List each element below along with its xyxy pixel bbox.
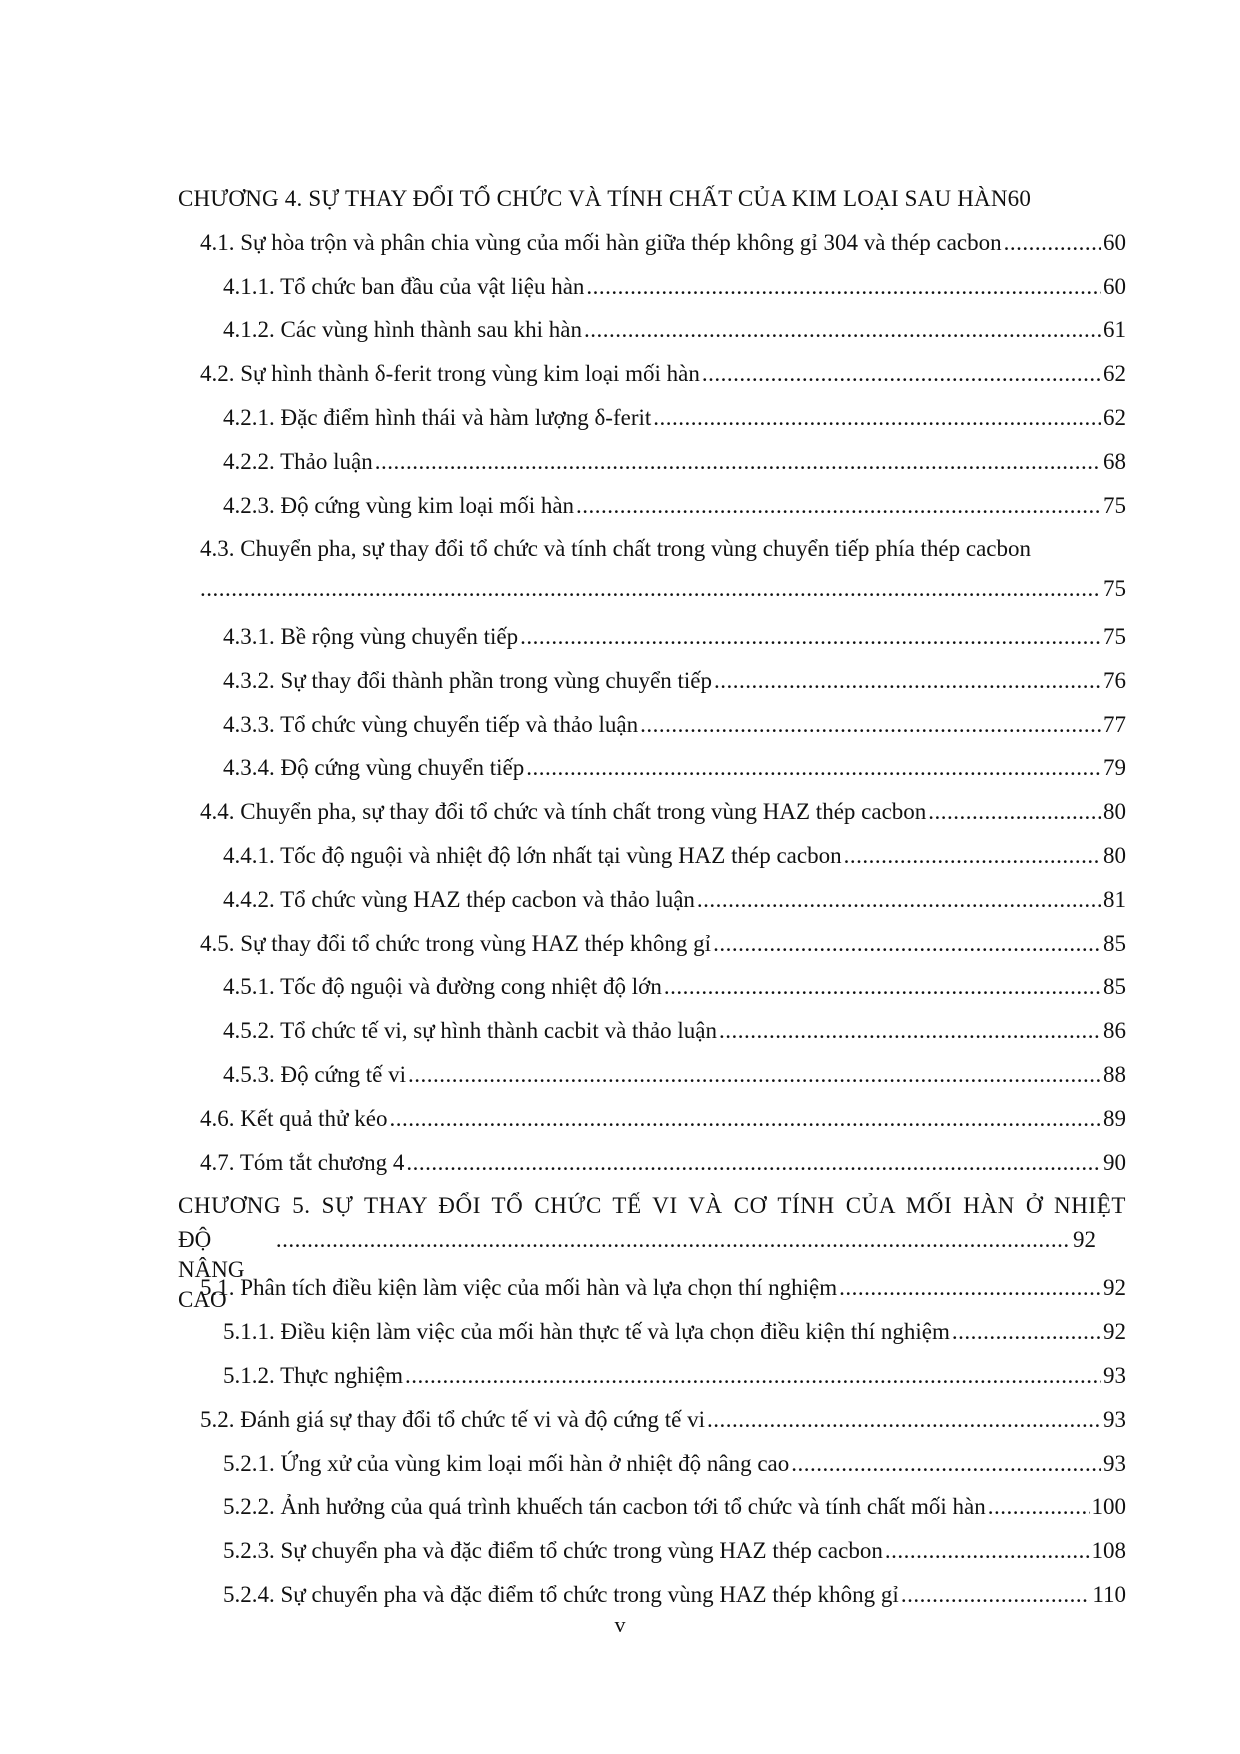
dot-leader xyxy=(389,1104,1101,1134)
dot-leader xyxy=(375,447,1101,477)
toc-entry-4-3[interactable] xyxy=(178,530,1126,574)
dot-leader xyxy=(702,359,1101,389)
dot-leader xyxy=(791,1449,1101,1479)
toc-entry[interactable] xyxy=(178,1445,1126,1489)
toc-page-number: 93 xyxy=(1103,1362,1126,1388)
toc-page-number: 92 xyxy=(1103,1275,1126,1301)
toc-page-number: 88 xyxy=(1103,1061,1126,1087)
toc-chapter-4[interactable] xyxy=(178,180,1126,224)
toc-entry-title: 5.1. Phân tích điều kiện làm việc của mối hàn và lựa chọn thí nghiệm xyxy=(200,1275,838,1301)
toc-entry[interactable] xyxy=(178,662,1126,706)
page-footer-number: v xyxy=(614,1612,626,1637)
toc-entry-title: 4.2.2. Thảo luận xyxy=(223,448,373,474)
toc-entry[interactable] xyxy=(178,399,1126,443)
toc-page-number: 85 xyxy=(1103,974,1126,1000)
toc-page-number: 92 xyxy=(1073,1227,1096,1253)
toc-page-number: 85 xyxy=(1103,930,1126,956)
toc-page-number: 60 xyxy=(1103,273,1126,299)
toc-entry-title: 4.2.3. Độ cứng vùng kim loại mối hàn xyxy=(223,492,575,518)
toc-entry[interactable] xyxy=(178,925,1126,969)
dot-leader xyxy=(576,491,1101,521)
dot-leader xyxy=(276,1225,1069,1255)
toc-chapter-title: CHƯƠNG 4. SỰ THAY ĐỔI TỔ CHỨC VÀ TÍNH CHẤT CỦA KIM LOẠI SAU HÀN xyxy=(178,186,1008,211)
dot-leader xyxy=(584,315,1101,345)
toc-page-number: 81 xyxy=(1103,886,1126,912)
toc-page-number: 79 xyxy=(1103,755,1126,781)
toc-entry-title: 4.5.3. Độ cứng tế vi xyxy=(223,1061,407,1087)
dot-leader xyxy=(719,1016,1101,1046)
dot-leader xyxy=(713,929,1101,959)
toc-entry[interactable] xyxy=(178,1100,1126,1144)
dot-leader xyxy=(928,797,1101,827)
toc-entry[interactable] xyxy=(178,311,1126,355)
toc-entry-title: 4.3.1. Bề rộng vùng chuyển tiếp xyxy=(223,623,519,649)
dot-leader xyxy=(408,1060,1101,1090)
toc-entry-title: 5.2. Đánh giá sự thay đổi tổ chức tế vi và độ cứng tế vi xyxy=(200,1406,705,1432)
toc-entry-title: 5.2.2. Ảnh hưởng của quá trình khuếch tán cacbon tới tổ chức và tính chất mối hàn xyxy=(223,1494,986,1520)
toc-entry[interactable] xyxy=(178,1269,1126,1313)
toc-entry[interactable] xyxy=(178,706,1126,750)
toc-entry-title: 4.3.4. Độ cứng vùng chuyển tiếp xyxy=(223,755,525,781)
toc-page-number: 75 xyxy=(1103,492,1126,518)
toc-entry[interactable] xyxy=(178,1488,1126,1532)
toc-page-number: 60 xyxy=(1007,186,1032,211)
dot-leader xyxy=(844,841,1101,871)
dot-leader xyxy=(1004,228,1101,258)
toc-page-number: 110 xyxy=(1092,1581,1126,1607)
toc-entry[interactable] xyxy=(178,268,1126,312)
toc-entry[interactable] xyxy=(178,355,1126,399)
dot-leader xyxy=(200,574,1101,604)
dot-leader xyxy=(885,1536,1090,1566)
toc-page-number: 86 xyxy=(1103,1018,1126,1044)
toc-entry[interactable] xyxy=(178,1532,1126,1576)
toc-entry[interactable] xyxy=(178,1012,1126,1056)
dot-leader xyxy=(664,972,1101,1002)
toc-page-number: 108 xyxy=(1091,1538,1126,1564)
dot-leader xyxy=(901,1580,1091,1610)
toc-entry-title: 4.6. Kết quả thử kéo xyxy=(200,1105,388,1131)
toc-entry[interactable] xyxy=(178,1144,1126,1188)
dot-leader xyxy=(640,710,1101,740)
toc-page-number: 89 xyxy=(1103,1105,1126,1131)
toc-entry[interactable] xyxy=(178,618,1126,662)
toc-entry-4-3-continuation xyxy=(178,574,1126,618)
toc-entry[interactable] xyxy=(178,1401,1126,1445)
toc-chapter-title: CHƯƠNG 5. SỰ THAY ĐỔI TỔ CHỨC TẾ VI VÀ CƠ TÍNH CỦA MỐI HÀN Ở NHIỆT xyxy=(178,1193,1126,1219)
toc-page-number: 62 xyxy=(1103,404,1126,430)
toc-page-number: 80 xyxy=(1103,842,1126,868)
toc-page-number: 77 xyxy=(1103,711,1126,737)
toc-entry[interactable] xyxy=(178,487,1126,531)
toc-entry-title: 4.1.2. Các vùng hình thành sau khi hàn xyxy=(223,317,583,343)
toc-page-number: 75 xyxy=(1103,623,1126,649)
toc-page-number: 60 xyxy=(1103,229,1126,255)
dot-leader xyxy=(520,622,1101,652)
toc-entry-title: 4.5.1. Tốc độ nguội và đường cong nhiệt độ lớn xyxy=(223,974,662,1000)
toc-entry[interactable] xyxy=(178,881,1126,925)
toc-entry[interactable] xyxy=(178,837,1126,881)
dot-leader xyxy=(952,1317,1101,1347)
toc-entry[interactable] xyxy=(178,793,1126,837)
toc-page-number: 93 xyxy=(1103,1450,1126,1476)
toc-entry-title: 4.4.1. Tốc độ nguội và nhiệt độ lớn nhất tại vùng HAZ thép cacbon xyxy=(223,842,842,868)
toc-entry[interactable] xyxy=(178,443,1126,487)
toc-page-number: 75 xyxy=(1103,576,1126,602)
toc-entry-title: 4.5.2. Tổ chức tế vi, sự hình thành cacbit và thảo luận xyxy=(223,1018,717,1044)
toc-entry-title: 4.2.1. Đặc điểm hình thái và hàm lượng δ-ferit xyxy=(223,404,652,430)
toc-entry-title: 4.3.2. Sự thay đổi thành phần trong vùng chuyển tiếp xyxy=(223,667,713,693)
toc-page-number: 62 xyxy=(1103,361,1126,387)
toc-page-number: 90 xyxy=(1103,1149,1126,1175)
toc-page-number: 80 xyxy=(1103,799,1126,825)
dot-leader xyxy=(714,666,1101,696)
toc-entry-title: 4.3. Chuyển pha, sự thay đổi tổ chức và tính chất trong vùng chuyển tiếp phía thép cacbon xyxy=(200,536,1032,562)
toc-entry-title: 4.5. Sự thay đổi tổ chức trong vùng HAZ thép không gỉ xyxy=(200,930,712,956)
toc-entry-title: 4.1. Sự hòa trộn và phân chia vùng của mối hàn giữa thép không gỉ 304 và thép cacbon xyxy=(200,229,1002,255)
toc-entry[interactable] xyxy=(178,1357,1126,1401)
toc-page-number: 100 xyxy=(1091,1494,1126,1520)
toc-page-number: 93 xyxy=(1103,1406,1126,1432)
dot-leader xyxy=(707,1405,1101,1435)
dot-leader xyxy=(526,753,1101,783)
toc-entry-title: 5.2.4. Sự chuyển pha và đặc điểm tổ chức trong vùng HAZ thép không gỉ xyxy=(223,1581,899,1607)
dot-leader xyxy=(988,1492,1090,1522)
toc-chapter-title: ĐỘ NÂNG CAO xyxy=(178,1227,245,1313)
dot-leader xyxy=(405,1361,1101,1391)
toc-entry[interactable] xyxy=(178,749,1126,793)
dot-leader xyxy=(406,1148,1101,1178)
toc-entry[interactable] xyxy=(178,224,1126,268)
toc-entry[interactable] xyxy=(178,1313,1126,1357)
toc-entry-title: 5.1.2. Thực nghiệm xyxy=(223,1362,404,1388)
toc-entry-title: 4.7. Tóm tắt chương 4 xyxy=(200,1149,405,1175)
toc-page-number: 61 xyxy=(1103,317,1126,343)
dot-leader xyxy=(586,272,1101,302)
toc-page-number: 76 xyxy=(1103,667,1126,693)
toc-page-number: 68 xyxy=(1103,448,1126,474)
toc-entry-title: 4.3.3. Tổ chức vùng chuyển tiếp và thảo luận xyxy=(223,711,639,737)
toc-entry-title: 4.4.2. Tổ chức vùng HAZ thép cacbon và thảo luận xyxy=(223,886,695,912)
toc-entry-title: 4.4. Chuyển pha, sự thay đổi tổ chức và tính chất trong vùng HAZ thép cacbon xyxy=(200,799,927,825)
toc-entry[interactable] xyxy=(178,968,1126,1012)
toc-entry-title: 5.1.1. Điều kiện làm việc của mối hàn thực tế và lựa chọn điều kiện thí nghiệm xyxy=(223,1319,950,1345)
dot-leader xyxy=(653,403,1101,433)
toc-page-number: 92 xyxy=(1103,1319,1126,1345)
dot-leader xyxy=(839,1273,1101,1303)
toc-entry-title: 4.1.1. Tổ chức ban đầu của vật liệu hàn xyxy=(223,273,585,299)
toc-entry-title: 5.2.3. Sự chuyển pha và đặc điểm tổ chức trong vùng HAZ thép cacbon xyxy=(223,1538,883,1564)
dot-leader xyxy=(697,885,1101,915)
toc-entry-title: 4.2. Sự hình thành δ-ferit trong vùng kim loại mối hàn xyxy=(200,361,700,387)
toc-entry-title: 5.2.1. Ứng xử của vùng kim loại mối hàn ở nhiệt độ nâng cao xyxy=(223,1450,790,1476)
toc-entry[interactable] xyxy=(178,1056,1126,1100)
table-of-contents xyxy=(178,180,1126,1620)
